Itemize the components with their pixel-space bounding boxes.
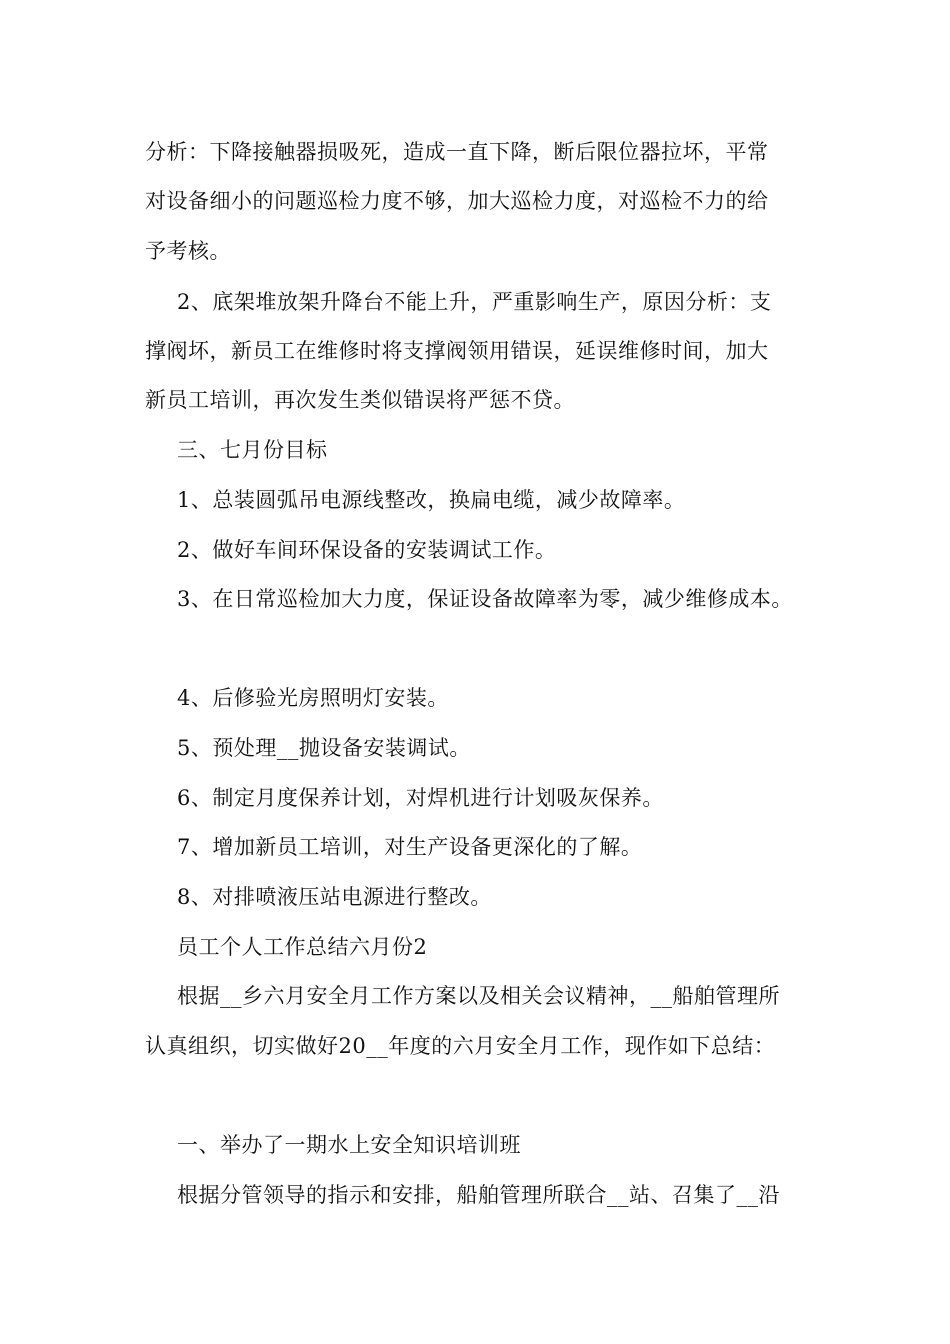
document-subtitle: 员工个人工作总结六月份2 — [177, 935, 428, 959]
goal-item-8: 8、对排喷液压站电源进行整改。 — [177, 885, 492, 909]
paragraph-line-item2-2: 撑阀坏，新员工在维修时将支撑阀领用错误，延误维修时间，加大 — [145, 339, 769, 363]
paragraph-line-analysis-3: 予考核。 — [145, 239, 231, 263]
goal-item-4: 4、后修验光房照明灯安装。 — [177, 686, 449, 710]
section-heading-training: 一、举办了一期水上安全知识培训班 — [177, 1133, 521, 1157]
paragraph-line-item2-1: 2、底架堆放架升降台不能上升，严重影响生产，原因分析：支 — [177, 290, 772, 314]
goal-item-7: 7、增加新员工培训，对生产设备更深化的了解。 — [177, 835, 643, 859]
goal-item-3: 3、在日常巡检加大力度，保证设备故障率为零，减少维修成本。 — [177, 587, 793, 611]
goal-item-2: 2、做好车间环保设备的安装调试工作。 — [177, 538, 557, 562]
paragraph-line-analysis-1: 分析：下降接触器损吸死，造成一直下降，断后限位器拉坏，平常 — [145, 140, 769, 164]
summary-paragraph-line-2: 认真组织，切实做好20__年度的六月安全月工作，现作如下总结： — [145, 1034, 776, 1058]
training-paragraph-line-1: 根据分管领导的指示和安排，船舶管理所联合__站、召集了__沿 — [177, 1183, 780, 1207]
section-heading-july-goals: 三、七月份目标 — [177, 438, 328, 462]
summary-paragraph-line-1: 根据__乡六月安全月工作方案以及相关会议精神，__船舶管理所 — [177, 984, 780, 1008]
paragraph-line-item2-3: 新员工培训，再次发生类似错误将严惩不贷。 — [145, 388, 575, 412]
goal-item-6: 6、制定月度保养计划，对焊机进行计划吸灰保养。 — [177, 786, 664, 810]
goal-item-1: 1、总装圆弧吊电源线整改，换扁电缆，减少故障率。 — [177, 488, 686, 512]
paragraph-line-analysis-2: 对设备细小的问题巡检力度不够，加大巡检力度，对巡检不力的给 — [145, 189, 769, 213]
goal-item-5: 5、预处理__抛设备安装调试。 — [177, 736, 471, 760]
